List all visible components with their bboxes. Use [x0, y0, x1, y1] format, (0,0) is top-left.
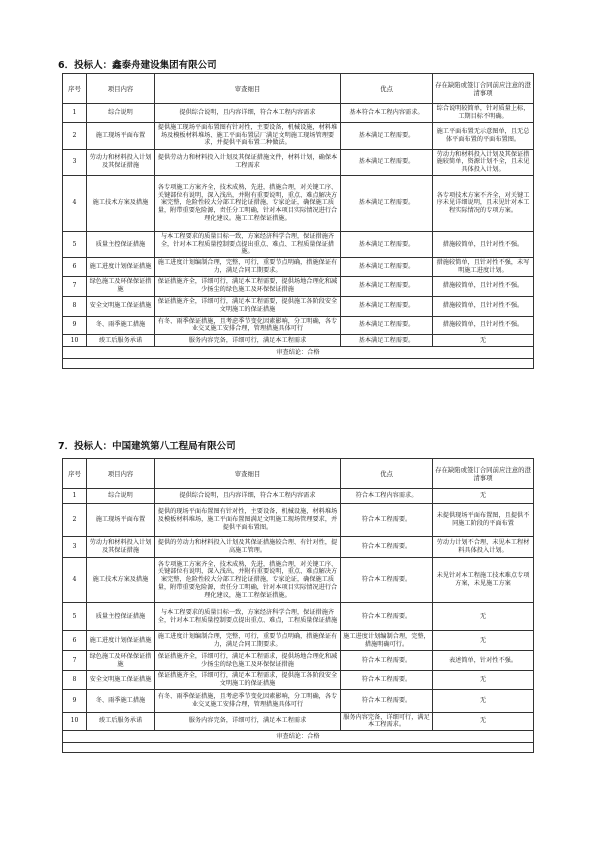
row-defects: 无	[433, 712, 534, 731]
row-item: 安全文明施工保证措施	[87, 296, 155, 316]
row-number: 7	[63, 651, 87, 671]
row-item: 绿色施工及环保保证措施	[87, 276, 155, 296]
table-row	[63, 504, 534, 537]
header-item: 项目内容	[87, 74, 155, 104]
row-item: 劳动力和材料投入计划及其保证措施	[87, 149, 155, 175]
table-row	[63, 122, 534, 149]
table-row	[63, 335, 534, 347]
row-strengths: 符合本工程需要。	[341, 537, 433, 558]
row-strengths: 符合本工程需要。	[341, 689, 433, 712]
row-item: 冬、雨季施工措施	[87, 316, 155, 335]
header-number: 序号	[63, 459, 87, 489]
table-row	[63, 603, 534, 631]
table-row	[63, 316, 534, 335]
row-defects: 劳动力和材料投入计划及其保证措施较简单，资源计划不全，且未见具体投入计划。	[433, 149, 534, 175]
row-item: 施工技术方案及措施	[87, 175, 155, 231]
row-defects: 劳动力计划不合理，未见本工程材料具体投入计划。	[433, 537, 534, 558]
table-row	[63, 296, 534, 316]
row-strengths: 基本满足工程需要。	[341, 335, 433, 347]
row-item: 施工现场平面布置	[87, 122, 155, 149]
row-item: 安全文明施工保证措施	[87, 671, 155, 690]
review-conclusion: 审查结论：合格	[63, 347, 534, 359]
header-defects: 存在缺陷或签订合同前应注意的澄清事项	[433, 74, 534, 104]
row-criteria: 与本工程要求的质量目标一致，方案经济科学合理，保证措施齐全，针对本工程质量控制要点提出重点、难点、工程质量保证措施。	[155, 231, 341, 257]
table-row	[63, 489, 534, 504]
row-number: 7	[63, 276, 87, 296]
row-number: 5	[63, 603, 87, 631]
row-strengths: 基本符合本工程内容需求。	[341, 104, 433, 123]
row-item: 综合说明	[87, 104, 155, 123]
row-number: 3	[63, 149, 87, 175]
section-2-heading: 7．投标人：中国建筑第八工程局有限公司	[58, 441, 236, 452]
row-defects: 无	[433, 603, 534, 631]
row-defects: 措施较简单，且针对性不强。	[433, 296, 534, 316]
row-criteria: 各专项施工方案齐全，技术成熟，先进，措施合理，对关键工序、关键部位有说明，深入浅出，并附有重要说明，重点、难点解决方案完整，危险性较大分部工程论证措施，专家论证，确保施工质量，附带重要危险源，责任分工明确，针对本项目实际情况进行合理化建议。施工工程保证措施。	[155, 175, 341, 231]
blank-row	[63, 743, 534, 753]
header-item: 项目内容	[87, 459, 155, 489]
row-item: 冬、雨季施工措施	[87, 689, 155, 712]
row-strengths: 符合本工程需要。	[341, 651, 433, 671]
table-row	[63, 231, 534, 257]
row-number: 6	[63, 258, 87, 277]
row-item: 竣工后服务承诺	[87, 335, 155, 347]
row-defects: 无	[433, 489, 534, 504]
evaluation-table-1	[62, 73, 534, 369]
row-strengths: 符合本工程需要。	[341, 671, 433, 690]
row-defects: 措施较简单，且针对性不强，未写明施工进度计划。	[433, 258, 534, 277]
row-item: 质量主控保证措施	[87, 231, 155, 257]
row-criteria: 各专项施工方案齐全，技术成熟，先进，措施合理，对关键工序、关键部位有说明，深入浅出，并附有重要说明，重点、难点解决方案完整，危险性较大分部工程论证措施，专家论证，确保施工质量，附带重要危险源，责任分工明确，针对本项目实际情况进行合理化建议，施工工程保证措施。	[155, 558, 341, 603]
evaluation-table-2	[62, 458, 534, 753]
row-strengths: 基本满足工程需要。	[341, 149, 433, 175]
table-row	[63, 104, 534, 123]
row-number: 10	[63, 335, 87, 347]
row-defects: 综合说明较简单，针对质量上标，工期目标不明确。	[433, 104, 534, 123]
row-criteria: 有冬、雨季保证措施，且考虑季节变化因素影响，分工明确，各专业交叉施工安排合理，管理措施具体可行	[155, 316, 341, 335]
row-defects: 无	[433, 335, 534, 347]
row-criteria: 提供劳动力和材料投入计划及其保证措施文件，材料计划，确保本工程需求	[155, 149, 341, 175]
row-item: 竣工后服务承诺	[87, 712, 155, 731]
row-item: 综合说明	[87, 489, 155, 504]
row-strengths: 符合本工程需要。	[341, 504, 433, 537]
row-strengths: 基本满足工程需要。	[341, 175, 433, 231]
row-criteria: 提供的现场平面布置图有针对性，主要设备，机械设施，材料堆场及模板材料堆场，施工平面布置图满足文明施工现场管理要求，并提供平面布置图。	[155, 504, 341, 537]
row-strengths: 服务内容完备，详细可行，满足本工程需求。	[341, 712, 433, 731]
row-criteria: 提供综合说明，且内容详细，符合本工程内容需求	[155, 104, 341, 123]
row-defects: 各专项技术方案不齐全，对关键工序未见详细说明，且未见针对本工程实际情况的专项方案。	[433, 175, 534, 231]
row-item: 施工进度计划保证措施	[87, 258, 155, 277]
row-strengths: 符合本工程需要。	[341, 603, 433, 631]
table-row	[63, 558, 534, 603]
row-number: 9	[63, 689, 87, 712]
row-item: 施工技术方案及措施	[87, 558, 155, 603]
row-number: 1	[63, 104, 87, 123]
row-number: 8	[63, 296, 87, 316]
section-1-heading: 6．投标人：鑫泰舟建设集团有限公司	[58, 60, 217, 71]
row-strengths: 符合本工程内容需求。	[341, 489, 433, 504]
row-number: 2	[63, 504, 87, 537]
row-strengths: 施工进度计划编制合理，完整，措施明确可行。	[341, 631, 433, 651]
row-strengths: 基本满足工程需要。	[341, 258, 433, 277]
row-criteria: 服务内容完备，详细可行，满足本工程需求	[155, 335, 341, 347]
table-row	[63, 258, 534, 277]
row-item: 施工现场平面布置	[87, 504, 155, 537]
row-number: 5	[63, 231, 87, 257]
header-strengths: 优点	[341, 459, 433, 489]
table-row	[63, 276, 534, 296]
row-number: 2	[63, 122, 87, 149]
row-number: 9	[63, 316, 87, 335]
row-criteria: 保证措施齐全，详细可行，满足本工程需要，提供场地合理化和减少扬尘的绿色施工及环保保证措施	[155, 276, 341, 296]
row-number: 1	[63, 489, 87, 504]
row-strengths: 符合本工程需要。	[341, 558, 433, 603]
row-number: 4	[63, 175, 87, 231]
row-item: 质量主控保证措施	[87, 603, 155, 631]
table-row	[63, 175, 534, 231]
row-defects: 施工平面布置无示意图单，且无总体平面布置的平面布置图。	[433, 122, 534, 149]
row-defects: 无	[433, 689, 534, 712]
row-criteria: 提供综合说明，且内容详细，符合本工程内容需求	[155, 489, 341, 504]
row-defects: 无	[433, 671, 534, 690]
row-criteria: 与本工程要求的质量目标一致，方案经济科学合理，保证措施齐全，针对本工程质量控制要点提出重点、难点，工程质量保证措施	[155, 603, 341, 631]
table-row	[63, 651, 534, 671]
row-number: 10	[63, 712, 87, 731]
row-item: 绿色施工及环保保证措施	[87, 651, 155, 671]
row-strengths: 基本满足工程需要。	[341, 296, 433, 316]
table-row	[63, 689, 534, 712]
row-criteria: 提供施工现场平面布置图有针对性，主要设备，机械设施，材料堆场及模板材料堆场、施工平面布置层厂满足文明施工现场管理要求，并提供平面布置二种做法。	[155, 122, 341, 149]
row-number: 6	[63, 631, 87, 651]
row-criteria: 服务内容完备，详细可行，满足本工程需求	[155, 712, 341, 731]
row-number: 4	[63, 558, 87, 603]
row-defects: 未见针对本工程施工技术难点专项方案，未见施工方案	[433, 558, 534, 603]
row-defects: 措施较简单，且针对性不强。	[433, 276, 534, 296]
row-strengths: 基本满足工程需要。	[341, 231, 433, 257]
row-criteria: 提供的劳动力和材料投入计划及其保证措施较合理、有针对性，提高施工管理。	[155, 537, 341, 558]
row-defects: 措施较简单，且针对性不强。	[433, 231, 534, 257]
table-row	[63, 631, 534, 651]
header-number: 序号	[63, 74, 87, 104]
header-defects: 存在缺陷或签订合同前应注意的澄清事项	[433, 459, 534, 489]
row-strengths: 基本满足工程需要。	[341, 316, 433, 335]
row-number: 8	[63, 671, 87, 690]
row-item: 劳动力和材料投入计划及其保证措施	[87, 537, 155, 558]
header-strengths: 优点	[341, 74, 433, 104]
row-criteria: 有冬、雨季保证措施，且考虑季节变化因素影响，分工明确，各专业交叉施工安排合理，管理措施具体可行	[155, 689, 341, 712]
row-item: 施工进度计划保证措施	[87, 631, 155, 651]
blank-row	[63, 359, 534, 369]
row-criteria: 施工进度计划编制合理，完整，可行，重要节点明确，措施保证有力，满足合同工期要求。	[155, 631, 341, 651]
row-criteria: 保证措施齐全，详细可行，满足本工程需要，提供施工各阶段安全文明施工的保证措施	[155, 296, 341, 316]
review-conclusion: 审查结论：合格	[63, 731, 534, 743]
row-defects: 表述简单，针对性不强。	[433, 651, 534, 671]
row-strengths: 基本满足工程需要。	[341, 276, 433, 296]
row-defects: 无	[433, 631, 534, 651]
header-criteria: 审查细目	[155, 74, 341, 104]
row-strengths: 基本满足工程需要。	[341, 122, 433, 149]
header-criteria: 审查细目	[155, 459, 341, 489]
row-defects: 措施较简单，且针对性不强。	[433, 316, 534, 335]
row-criteria: 施工进度计划编制合理，完整，可行，重要节点明确，措施保证有力，满足合同工期要求。	[155, 258, 341, 277]
table-row	[63, 671, 534, 690]
row-criteria: 保证措施齐全，详细可行，满足本工程需求，提供施工各阶段安全文明施工的保证措施	[155, 671, 341, 690]
row-criteria: 保证措施齐全，详细可行，满足本工程需求，提供场地合理化和减少扬尘的绿色施工及环保保证措施	[155, 651, 341, 671]
table-row	[63, 712, 534, 731]
row-defects: 未提供现场平面布置图，且提供不同施工阶段的平面布置	[433, 504, 534, 537]
row-number: 3	[63, 537, 87, 558]
table-row	[63, 537, 534, 558]
table-row	[63, 149, 534, 175]
